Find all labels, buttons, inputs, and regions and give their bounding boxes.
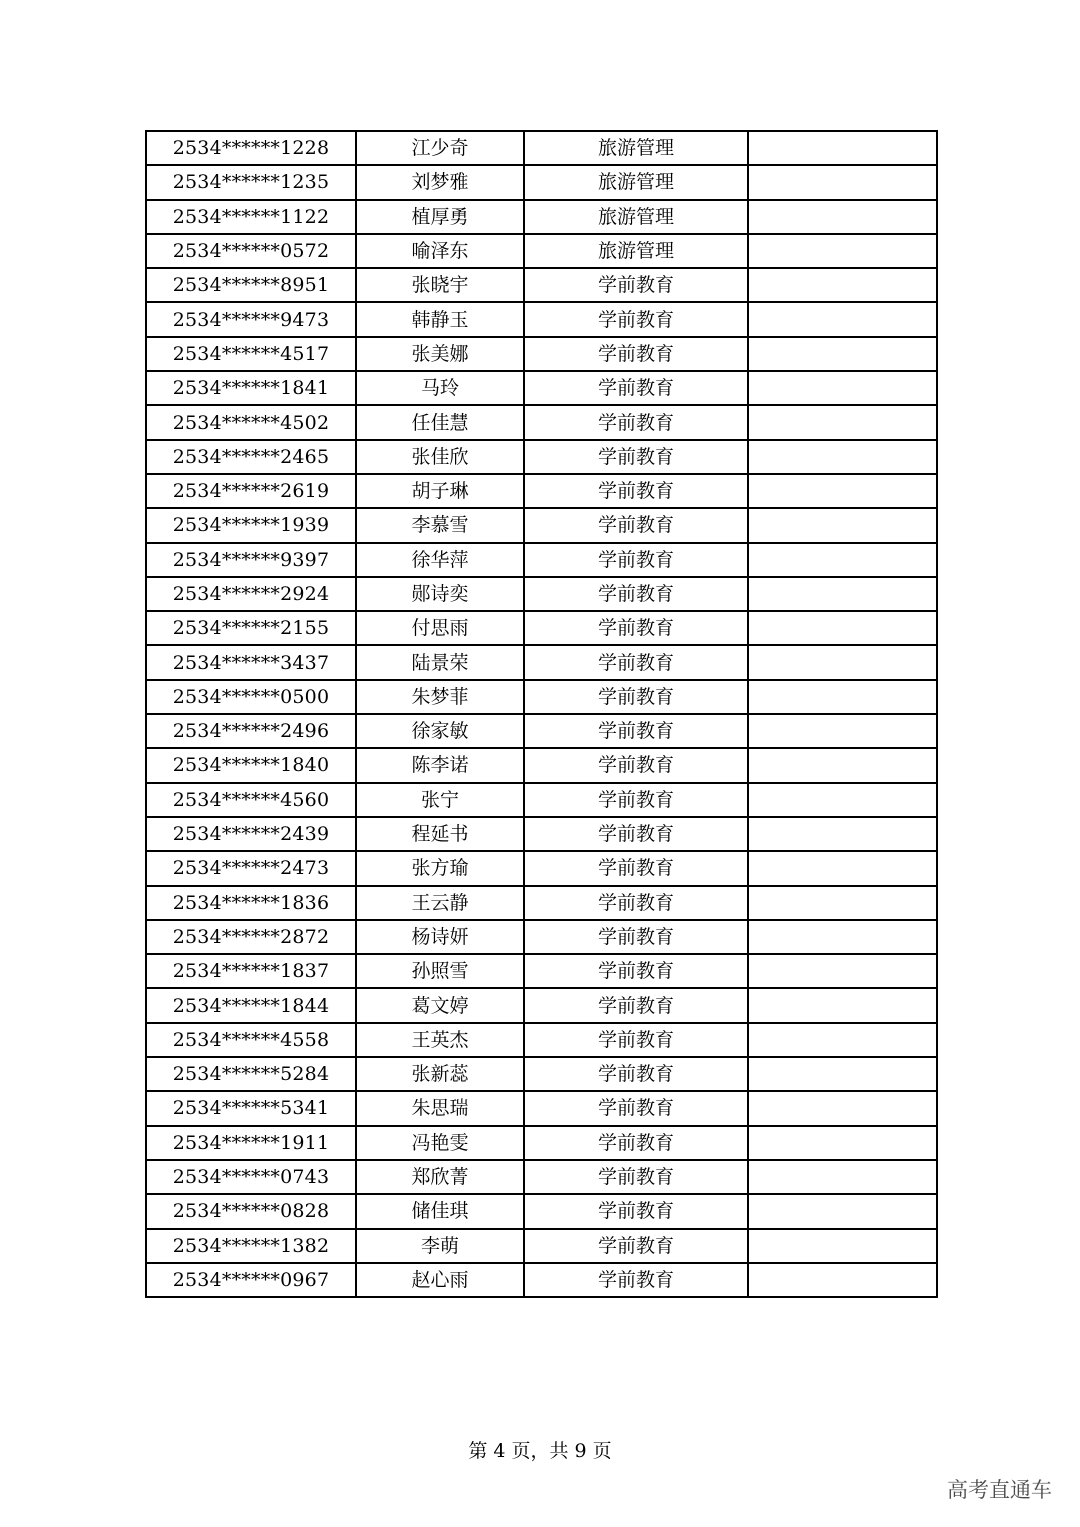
student-id-cell: 2534******1840 — [146, 748, 356, 782]
major-cell: 学前教育 — [524, 886, 748, 920]
note-cell — [748, 165, 937, 199]
note-cell — [748, 851, 937, 885]
major-cell: 学前教育 — [524, 1194, 748, 1228]
major-cell: 学前教育 — [524, 611, 748, 645]
student-name-cell: 杨诗妍 — [356, 920, 524, 954]
student-name-cell: 马玲 — [356, 371, 524, 405]
student-name-cell: 李慕雪 — [356, 508, 524, 542]
page-number: 第 4 页，共 9 页 — [468, 1440, 612, 1462]
major-cell: 学前教育 — [524, 405, 748, 439]
major-cell: 学前教育 — [524, 748, 748, 782]
table-row — [146, 234, 937, 268]
student-name-cell: 胡子琳 — [356, 474, 524, 508]
student-name-cell: 王英杰 — [356, 1023, 524, 1057]
table-row — [146, 268, 937, 302]
major-cell: 学前教育 — [524, 440, 748, 474]
note-cell — [748, 1023, 937, 1057]
note-cell — [748, 714, 937, 748]
student-name-cell: 郧诗奕 — [356, 577, 524, 611]
student-id-cell: 2534******4517 — [146, 337, 356, 371]
student-id-cell: 2534******2155 — [146, 611, 356, 645]
student-id-cell: 2534******9473 — [146, 302, 356, 336]
table-row — [146, 200, 937, 234]
note-cell — [748, 748, 937, 782]
table-row — [146, 817, 937, 851]
table-row — [146, 474, 937, 508]
student-name-cell: 王云静 — [356, 886, 524, 920]
major-cell: 学前教育 — [524, 543, 748, 577]
student-name-cell: 张佳欣 — [356, 440, 524, 474]
student-id-cell: 2534******1837 — [146, 954, 356, 988]
table-row — [146, 886, 937, 920]
note-cell — [748, 234, 937, 268]
student-name-cell: 葛文婷 — [356, 988, 524, 1022]
student-id-cell: 2534******0828 — [146, 1194, 356, 1228]
note-cell — [748, 440, 937, 474]
student-name-cell: 徐家敏 — [356, 714, 524, 748]
table-row — [146, 543, 937, 577]
student-name-cell: 张晓宇 — [356, 268, 524, 302]
table-row — [146, 1194, 937, 1228]
major-cell: 学前教育 — [524, 508, 748, 542]
student-id-cell: 2534******5284 — [146, 1057, 356, 1091]
student-id-cell: 2534******1235 — [146, 165, 356, 199]
table-row — [146, 611, 937, 645]
major-cell: 学前教育 — [524, 1160, 748, 1194]
roster-body — [146, 131, 937, 1297]
major-cell: 旅游管理 — [524, 165, 748, 199]
student-id-cell: 2534******2473 — [146, 851, 356, 885]
note-cell — [748, 474, 937, 508]
student-name-cell: 张新蕊 — [356, 1057, 524, 1091]
note-cell — [748, 1057, 937, 1091]
table-row — [146, 371, 937, 405]
table-row — [146, 851, 937, 885]
student-name-cell: 朱思瑞 — [356, 1091, 524, 1125]
major-cell: 学前教育 — [524, 371, 748, 405]
table-row — [146, 783, 937, 817]
major-cell: 学前教育 — [524, 988, 748, 1022]
student-name-cell: 陈李诺 — [356, 748, 524, 782]
student-id-cell: 2534******1939 — [146, 508, 356, 542]
student-id-cell: 2534******9397 — [146, 543, 356, 577]
table-row — [146, 1263, 937, 1297]
student-id-cell: 2534******3437 — [146, 645, 356, 679]
note-cell — [748, 371, 937, 405]
student-id-cell: 2534******0500 — [146, 680, 356, 714]
note-cell — [748, 405, 937, 439]
table-row — [146, 645, 937, 679]
student-id-cell: 2534******2439 — [146, 817, 356, 851]
table-row — [146, 440, 937, 474]
student-name-cell: 付思雨 — [356, 611, 524, 645]
table-row — [146, 508, 937, 542]
table-row — [146, 920, 937, 954]
major-cell: 学前教育 — [524, 783, 748, 817]
major-cell: 学前教育 — [524, 1263, 748, 1297]
student-id-cell: 2534******0743 — [146, 1160, 356, 1194]
table-row — [146, 748, 937, 782]
table-row — [146, 1091, 937, 1125]
note-cell — [748, 1263, 937, 1297]
student-id-cell: 2534******5341 — [146, 1091, 356, 1125]
table-row — [146, 405, 937, 439]
table-row — [146, 680, 937, 714]
table-row — [146, 1160, 937, 1194]
major-cell: 学前教育 — [524, 337, 748, 371]
major-cell: 旅游管理 — [524, 131, 748, 165]
student-id-cell: 2534******4560 — [146, 783, 356, 817]
note-cell — [748, 1194, 937, 1228]
table-row — [146, 337, 937, 371]
student-id-cell: 2534******2872 — [146, 920, 356, 954]
major-cell: 学前教育 — [524, 1229, 748, 1263]
major-cell: 学前教育 — [524, 1023, 748, 1057]
major-cell: 学前教育 — [524, 1091, 748, 1125]
major-cell: 学前教育 — [524, 714, 748, 748]
student-id-cell: 2534******0967 — [146, 1263, 356, 1297]
note-cell — [748, 1091, 937, 1125]
student-name-cell: 刘梦雅 — [356, 165, 524, 199]
note-cell — [748, 886, 937, 920]
major-cell: 学前教育 — [524, 680, 748, 714]
student-name-cell: 陆景荣 — [356, 645, 524, 679]
note-cell — [748, 1229, 937, 1263]
student-name-cell: 孙照雪 — [356, 954, 524, 988]
student-name-cell: 储佳琪 — [356, 1194, 524, 1228]
note-cell — [748, 817, 937, 851]
note-cell — [748, 1160, 937, 1194]
note-cell — [748, 508, 937, 542]
major-cell: 学前教育 — [524, 474, 748, 508]
student-name-cell: 张美娜 — [356, 337, 524, 371]
student-name-cell: 李萌 — [356, 1229, 524, 1263]
table-row — [146, 302, 937, 336]
table-row — [146, 131, 937, 165]
table-row — [146, 988, 937, 1022]
student-name-cell: 任佳慧 — [356, 405, 524, 439]
student-id-cell: 2534******1911 — [146, 1126, 356, 1160]
major-cell: 旅游管理 — [524, 200, 748, 234]
major-cell: 学前教育 — [524, 1057, 748, 1091]
note-cell — [748, 954, 937, 988]
major-cell: 学前教育 — [524, 645, 748, 679]
note-cell — [748, 988, 937, 1022]
student-id-cell: 2534******1836 — [146, 886, 356, 920]
note-cell — [748, 611, 937, 645]
major-cell: 学前教育 — [524, 302, 748, 336]
student-id-cell: 2534******4558 — [146, 1023, 356, 1057]
student-id-cell: 2534******1841 — [146, 371, 356, 405]
student-id-cell: 2534******4502 — [146, 405, 356, 439]
major-cell: 学前教育 — [524, 851, 748, 885]
table-row — [146, 165, 937, 199]
student-name-cell: 喻泽东 — [356, 234, 524, 268]
student-name-cell: 朱梦菲 — [356, 680, 524, 714]
student-id-cell: 2534******8951 — [146, 268, 356, 302]
student-name-cell: 冯艳雯 — [356, 1126, 524, 1160]
major-cell: 学前教育 — [524, 268, 748, 302]
note-cell — [748, 645, 937, 679]
note-cell — [748, 200, 937, 234]
table-row — [146, 1057, 937, 1091]
note-cell — [748, 920, 937, 954]
note-cell — [748, 783, 937, 817]
student-id-cell: 2534******1228 — [146, 131, 356, 165]
roster-table — [145, 130, 938, 1298]
note-cell — [748, 337, 937, 371]
major-cell: 学前教育 — [524, 577, 748, 611]
student-name-cell: 植厚勇 — [356, 200, 524, 234]
table-row — [146, 1126, 937, 1160]
student-name-cell: 赵心雨 — [356, 1263, 524, 1297]
student-name-cell: 江少奇 — [356, 131, 524, 165]
watermark-text: 高考直通车 — [947, 1478, 1052, 1502]
table-row — [146, 1023, 937, 1057]
major-cell: 学前教育 — [524, 1126, 748, 1160]
note-cell — [748, 302, 937, 336]
student-name-cell: 张方瑜 — [356, 851, 524, 885]
student-name-cell: 程延书 — [356, 817, 524, 851]
table-row — [146, 954, 937, 988]
note-cell — [748, 577, 937, 611]
student-name-cell: 郑欣菁 — [356, 1160, 524, 1194]
student-id-cell: 2534******2924 — [146, 577, 356, 611]
student-id-cell: 2534******2465 — [146, 440, 356, 474]
student-id-cell: 2534******2496 — [146, 714, 356, 748]
note-cell — [748, 268, 937, 302]
student-id-cell: 2534******2619 — [146, 474, 356, 508]
student-name-cell: 徐华萍 — [356, 543, 524, 577]
note-cell — [748, 1126, 937, 1160]
student-id-cell: 2534******1844 — [146, 988, 356, 1022]
major-cell: 旅游管理 — [524, 234, 748, 268]
student-id-cell: 2534******1382 — [146, 1229, 356, 1263]
table-row — [146, 714, 937, 748]
table-row — [146, 577, 937, 611]
student-name-cell: 韩静玉 — [356, 302, 524, 336]
table-row — [146, 1229, 937, 1263]
note-cell — [748, 543, 937, 577]
note-cell — [748, 680, 937, 714]
major-cell: 学前教育 — [524, 817, 748, 851]
student-name-cell: 张宁 — [356, 783, 524, 817]
student-id-cell: 2534******0572 — [146, 234, 356, 268]
student-id-cell: 2534******1122 — [146, 200, 356, 234]
major-cell: 学前教育 — [524, 920, 748, 954]
major-cell: 学前教育 — [524, 954, 748, 988]
note-cell — [748, 131, 937, 165]
